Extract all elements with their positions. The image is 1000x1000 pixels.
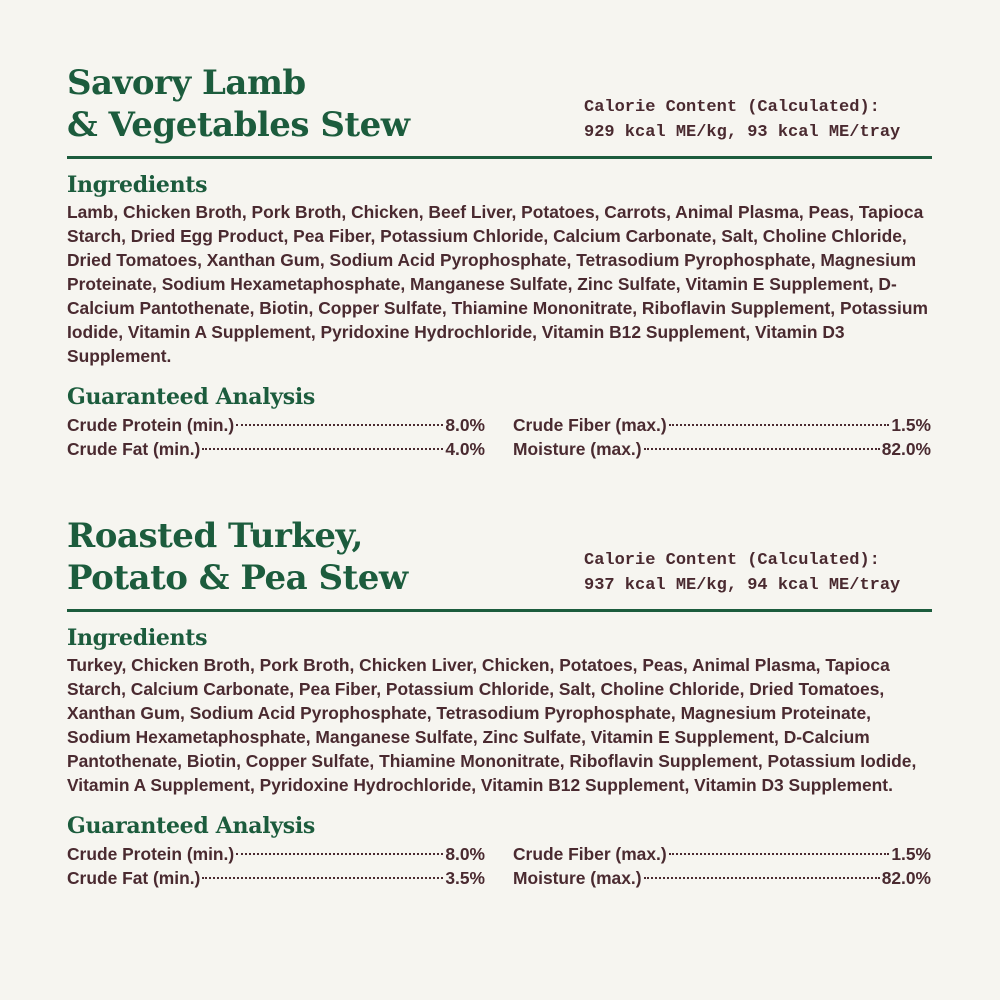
title-line-1: Roasted Turkey, (67, 516, 363, 556)
ingredients-heading: Ingredients (67, 625, 208, 651)
product-header (67, 515, 932, 609)
analysis-heading: Guaranteed Analysis (67, 813, 315, 839)
analysis-value: 82.0% (881, 868, 931, 888)
analysis-row (513, 842, 931, 866)
product-title (67, 62, 410, 146)
analysis-row (513, 437, 931, 461)
leader-dots (644, 877, 880, 879)
leader-dots (202, 877, 443, 879)
product-section-lamb (67, 62, 932, 461)
calorie-value: 929 kcal ME/kg, 93 kcal ME/tray (584, 123, 901, 142)
leader-dots (644, 448, 880, 450)
analysis-label: Crude Protein (min.) (67, 415, 235, 435)
analysis-value: 82.0% (881, 439, 931, 459)
analysis-row (513, 866, 931, 890)
leader-dots (669, 424, 890, 426)
analysis-row (67, 437, 485, 461)
leader-dots (236, 853, 443, 855)
analysis-label: Crude Fat (min.) (67, 439, 201, 459)
leader-dots (202, 448, 443, 450)
analysis-row (513, 413, 931, 437)
analysis-value: 3.5% (445, 868, 485, 888)
analysis-label: Moisture (max.) (513, 868, 642, 888)
analysis-row (67, 866, 485, 890)
ingredients-list: Lamb, Chicken Broth, Pork Broth, Chicken, Beef Liver, Potatoes, Carrots, Animal Plasma, Peas, Tapioca Starch, Dried Egg Product, Pea Fiber, Potassium Chloride, Calcium Carbonate, Salt, Choline Chloride, Dried Tomatoes, Xanthan Gum, Sodium Acid Pyrophosphate, Tetrasodium Pyrophosphate, Magnesium Proteinate, Sodium Hexametaphosphate, Manganese Sulfate, Zinc Sulfate, Vitamin E Supplement, D-Calcium Pantothenate, Biotin, Copper Sulfate, Thiamine Mononitrate, Riboflavin Supplement, Potassium Iodide, Vitamin A Supplement, Pyridoxine Hydrochloride, Vitamin B12 Supplement, Vitamin D3 Supplement. (67, 202, 928, 366)
analysis-label: Crude Fiber (max.) (513, 415, 667, 435)
analysis-value: 1.5% (891, 844, 931, 864)
divider-rule (67, 609, 932, 612)
product-title (67, 515, 408, 599)
analysis-row (67, 413, 485, 437)
ingredients-list: Turkey, Chicken Broth, Pork Broth, Chicken Liver, Chicken, Potatoes, Peas, Animal Plasma, Tapioca Starch, Calcium Carbonate, Pea Fiber, Potassium Chloride, Salt, Choline Chloride, Dried Tomatoes, Xanthan Gum, Sodium Acid Pyrophosphate, Tetrasodium Pyrophosphate, Magnesium Proteinate, Sodium Hexametaphosphate, Manganese Sulfate, Zinc Sulfate, Vitamin E Supplement, D-Calcium Pantothenate, Biotin, Copper Sulfate, Thiamine Mononitrate, Riboflavin Supplement, Potassium Iodide, Vitamin A Supplement, Pyridoxine Hydrochloride, Vitamin B12 Supplement, Vitamin D3 Supplement. (67, 655, 917, 795)
leader-dots (236, 424, 443, 426)
title-line-2: Potato & Pea Stew (67, 558, 408, 598)
calorie-label: Calorie Content (Calculated): (584, 551, 880, 570)
analysis-label: Crude Fiber (max.) (513, 844, 667, 864)
title-line-1: Savory Lamb (67, 63, 306, 103)
calorie-content (584, 548, 932, 598)
analysis-value: 8.0% (445, 844, 485, 864)
analysis-label: Crude Fat (min.) (67, 868, 201, 888)
calorie-content (584, 95, 932, 145)
analysis-label: Moisture (max.) (513, 439, 642, 459)
leader-dots (669, 853, 890, 855)
analysis-value: 8.0% (445, 415, 485, 435)
calorie-label: Calorie Content (Calculated): (584, 98, 880, 117)
analysis-row (67, 842, 485, 866)
ingredients-heading: Ingredients (67, 172, 208, 198)
analysis-heading: Guaranteed Analysis (67, 384, 315, 410)
title-line-2: & Vegetables Stew (67, 105, 410, 145)
analysis-value: 1.5% (891, 415, 931, 435)
guaranteed-analysis (67, 842, 932, 890)
analysis-value: 4.0% (445, 439, 485, 459)
product-header (67, 62, 932, 156)
calorie-value: 937 kcal ME/kg, 94 kcal ME/tray (584, 576, 901, 595)
divider-rule (67, 156, 932, 159)
product-section-turkey (67, 515, 932, 890)
analysis-label: Crude Protein (min.) (67, 844, 235, 864)
guaranteed-analysis (67, 413, 932, 461)
